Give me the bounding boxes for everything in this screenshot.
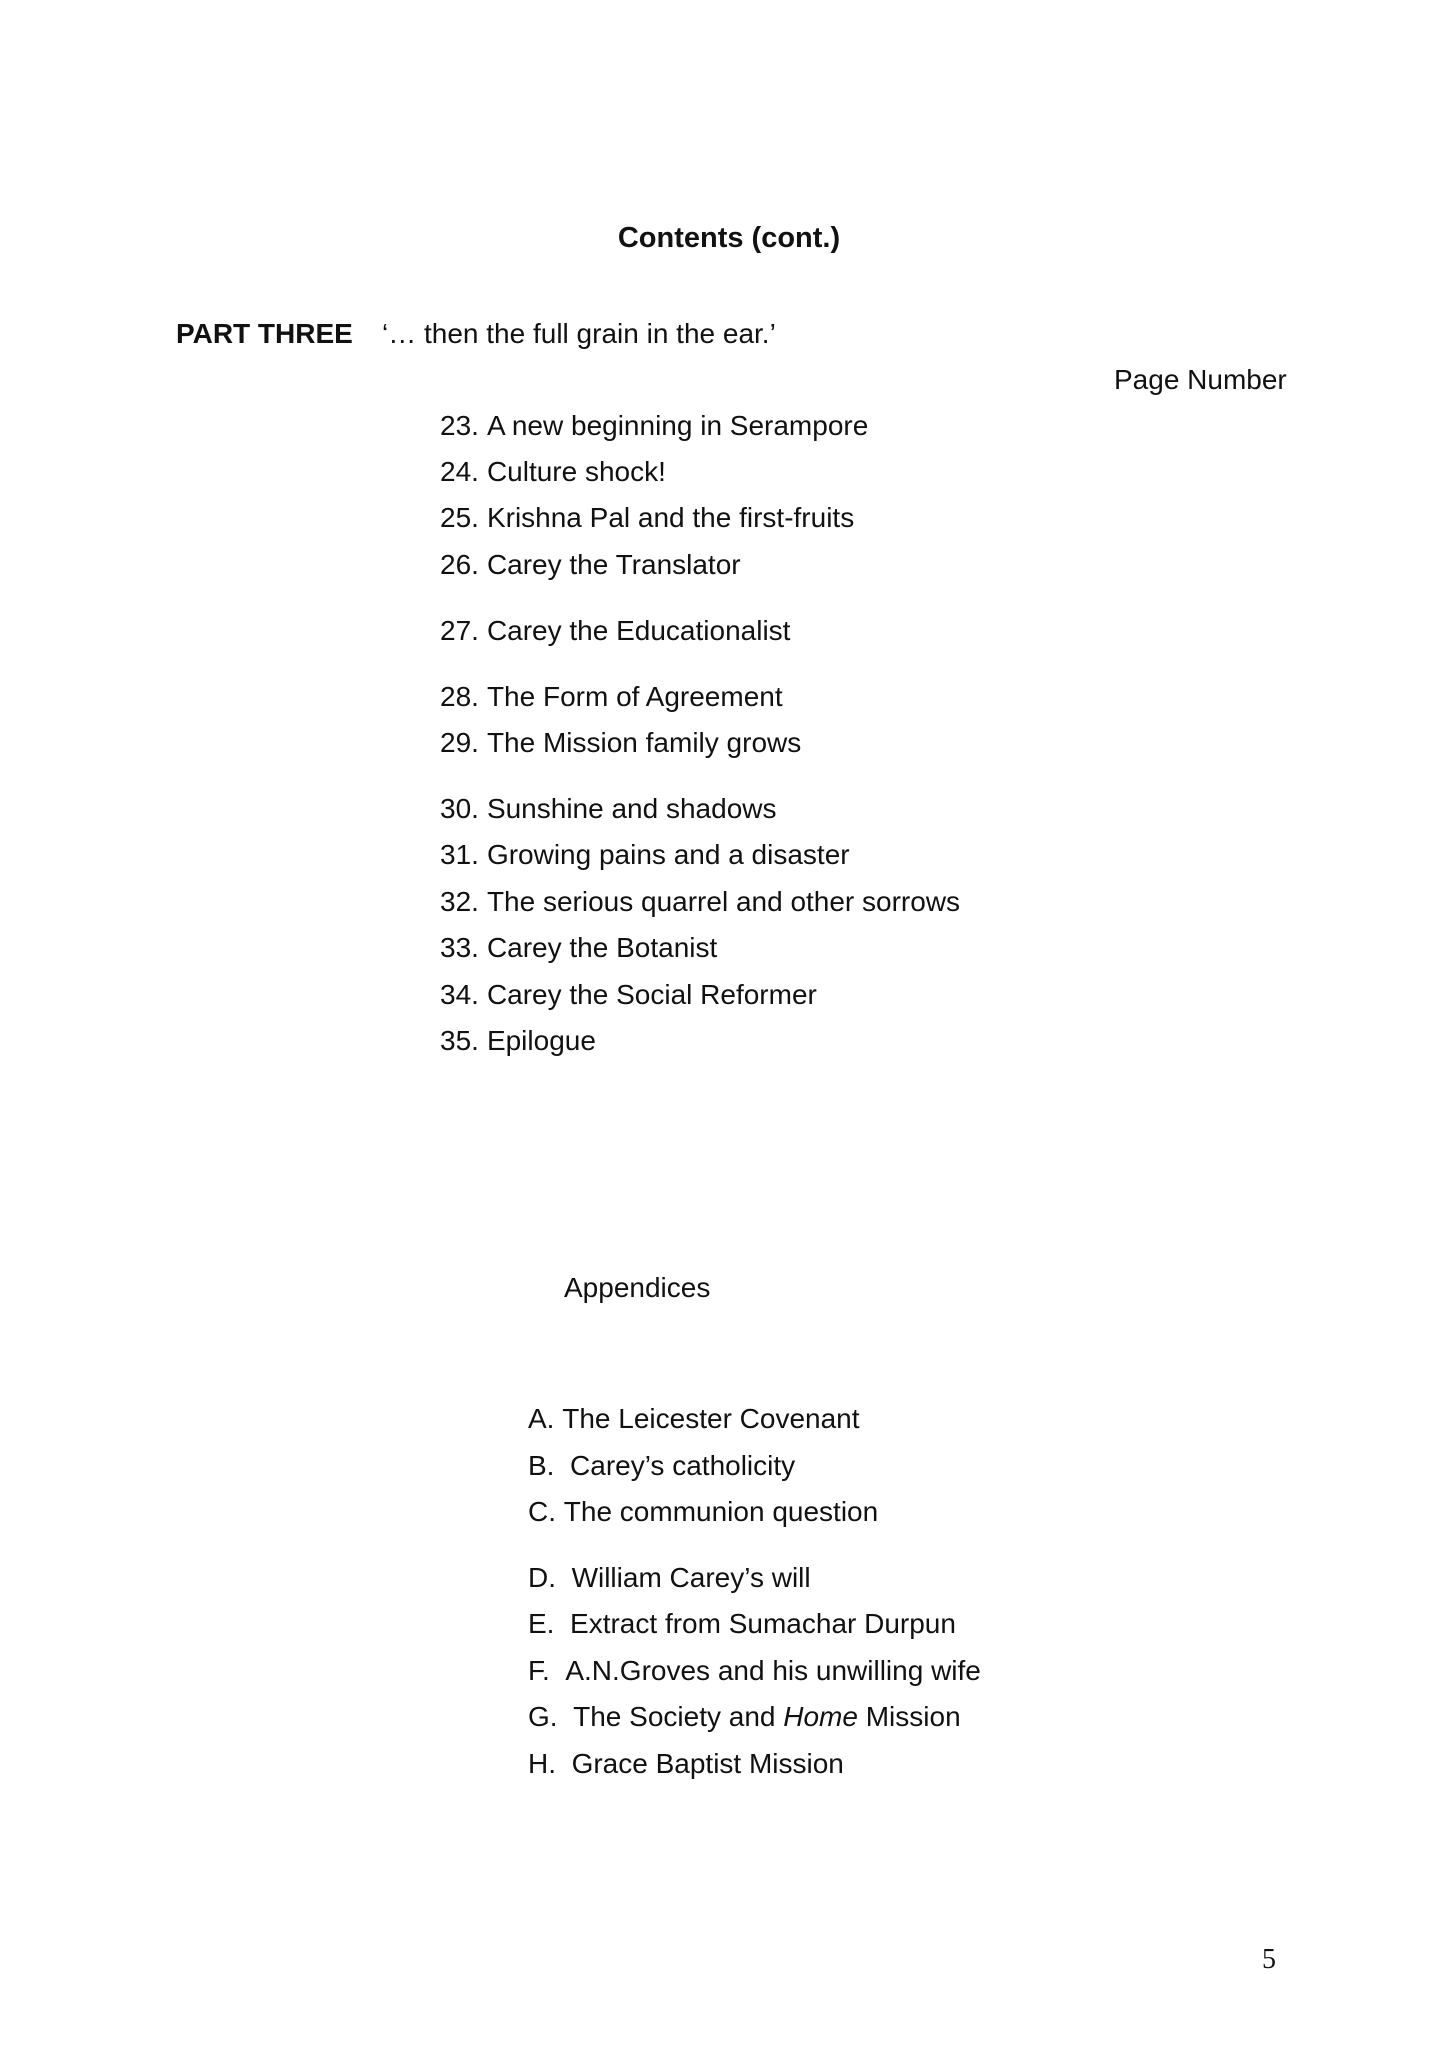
appendix-letter: F.	[528, 1655, 550, 1686]
chapter-title: Culture shock!	[486, 456, 666, 487]
appendix-letter: G.	[528, 1701, 558, 1732]
appendices-heading: Appendices	[564, 1272, 711, 1303]
chapter-entry-26	[440, 549, 741, 581]
appendix-title: Grace Baptist Mission	[571, 1748, 844, 1779]
chapter-title: Epilogue	[486, 1025, 596, 1056]
chapter-entry-32	[440, 886, 960, 918]
chapter-title: The serious quarrel and other sorrows	[486, 886, 961, 917]
chapter-number: 24.	[440, 456, 479, 487]
page-title: Contents (cont.)	[617, 222, 841, 254]
appendix-title: William Carey’s will	[571, 1562, 811, 1593]
part-label: PART THREE	[176, 318, 353, 349]
appendix-entry-h	[528, 1748, 844, 1780]
page-number-column-header: Page Number	[1114, 364, 1287, 395]
appendix-letter: H.	[528, 1748, 556, 1779]
chapter-entry-29	[440, 727, 801, 759]
chapter-title: Carey the Educationalist	[486, 615, 791, 646]
appendix-title-part: The Society and	[573, 1701, 784, 1732]
chapter-number: 29.	[440, 727, 479, 758]
chapter-entry-34	[440, 979, 817, 1011]
chapter-number: 31.	[440, 839, 479, 870]
appendix-entry-d	[528, 1562, 811, 1594]
part-subtitle: ‘… then the full grain in the ear.’	[382, 318, 776, 349]
page-folio-number: 5	[1262, 1944, 1276, 1975]
chapter-title: Carey the Social Reformer	[486, 979, 817, 1010]
chapter-title: Growing pains and a disaster	[486, 839, 850, 870]
appendix-entry-c	[528, 1496, 878, 1528]
appendix-title: The Leicester Covenant	[562, 1403, 860, 1434]
chapter-number: 26.	[440, 549, 479, 580]
chapter-entry-23	[440, 410, 868, 442]
appendix-title: Extract from Sumachar Durpun	[570, 1608, 956, 1639]
appendix-letter: B.	[528, 1450, 555, 1481]
chapter-entry-35	[440, 1025, 596, 1057]
chapter-title: Carey the Botanist	[486, 932, 718, 963]
chapter-title: The Form of Agreement	[486, 681, 783, 712]
appendix-title-italic: Home	[783, 1701, 858, 1732]
chapter-number: 33.	[440, 932, 479, 963]
chapter-title: Carey the Translator	[486, 549, 741, 580]
appendix-entry-f	[528, 1655, 981, 1687]
appendix-letter: A.	[528, 1403, 555, 1434]
chapter-entry-33	[440, 932, 717, 964]
chapter-entry-24	[440, 456, 666, 488]
chapter-title: The Mission family grows	[486, 727, 802, 758]
appendix-entry-b	[528, 1450, 795, 1482]
appendix-title: Carey’s catholicity	[570, 1450, 796, 1481]
chapter-entry-28	[440, 681, 783, 713]
chapter-number: 28.	[440, 681, 479, 712]
appendix-entry-g	[528, 1701, 961, 1733]
chapter-number: 30.	[440, 793, 479, 824]
chapter-number: 34.	[440, 979, 479, 1010]
chapter-number: 35.	[440, 1025, 479, 1056]
chapter-title: Krishna Pal and the first-fruits	[486, 502, 855, 533]
chapter-title: Sunshine and shadows	[486, 793, 777, 824]
appendix-letter: E.	[528, 1608, 555, 1639]
chapter-title: A new beginning in Serampore	[486, 410, 869, 441]
chapter-entry-25	[440, 502, 854, 534]
appendix-letter: D.	[528, 1562, 556, 1593]
appendix-title-part: Mission	[857, 1701, 961, 1732]
chapter-number: 25.	[440, 502, 479, 533]
chapter-number: 32.	[440, 886, 479, 917]
chapter-entry-27	[440, 615, 790, 647]
chapter-entry-30	[440, 793, 776, 825]
chapter-number: 23.	[440, 410, 479, 441]
chapter-number: 27.	[440, 615, 479, 646]
appendix-title: A.N.Groves and his unwilling wife	[565, 1655, 981, 1686]
chapter-entry-31	[440, 839, 850, 871]
appendix-entry-e	[528, 1608, 956, 1640]
appendix-title: The communion question	[563, 1496, 879, 1527]
appendix-entry-a	[528, 1403, 860, 1435]
appendix-letter: C.	[528, 1496, 556, 1527]
